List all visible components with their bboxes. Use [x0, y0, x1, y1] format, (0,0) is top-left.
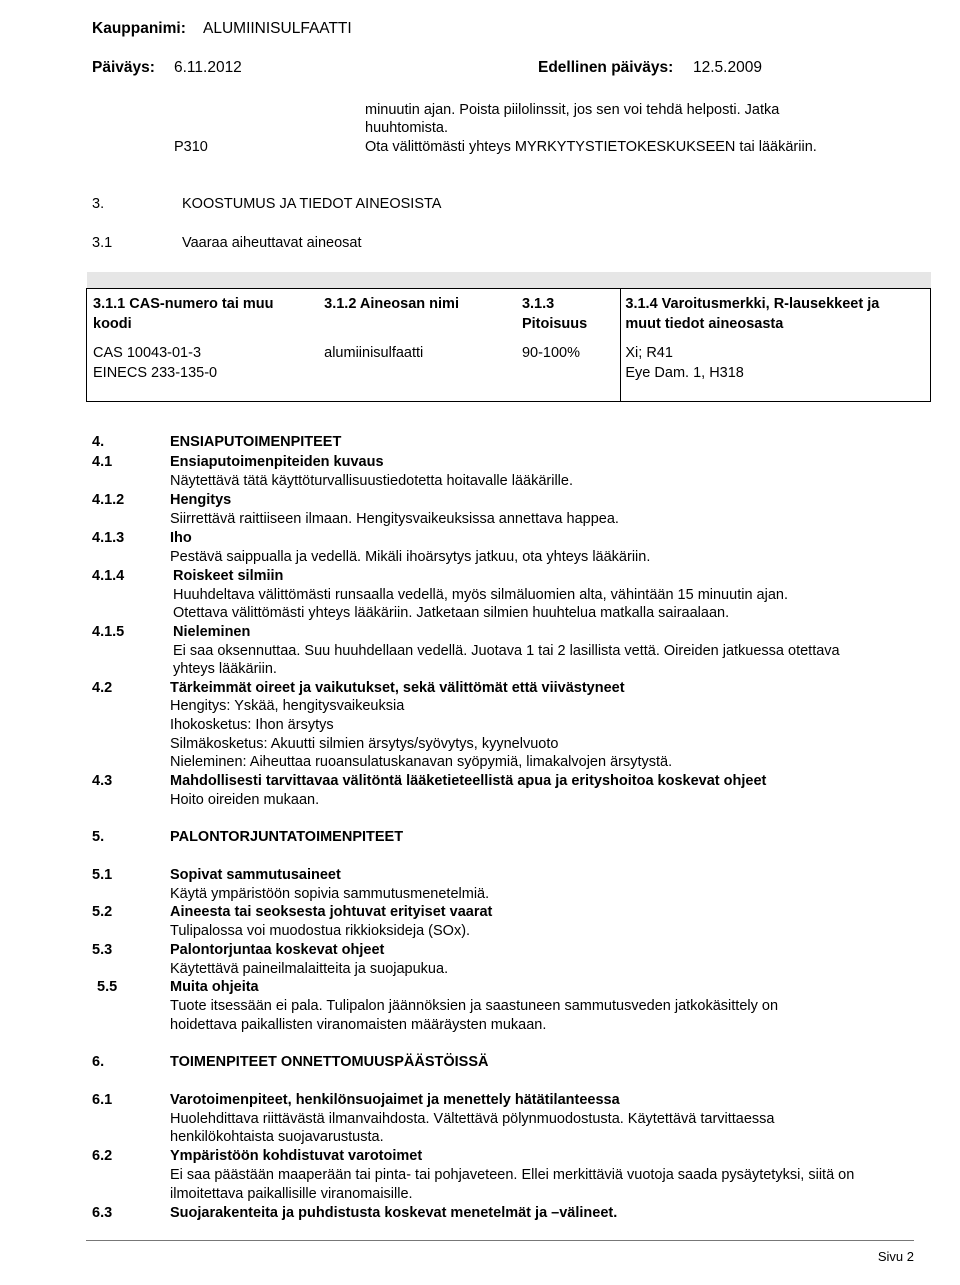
section-3-number: 3. — [92, 196, 105, 212]
cell-ingredient-name: alumiinisulfaatti — [324, 345, 424, 362]
section-5-2-title: Aineesta tai seoksesta johtuvat erityiset vaarat — [170, 904, 493, 920]
section-4-2-line-3: Silmäkosketus: Akuutti silmien ärsytys/syövytys, kyynelvuoto — [170, 736, 559, 752]
section-5-1-title: Sopivat sammutusaineet — [170, 867, 341, 883]
section-3-1-number: 3.1 — [92, 235, 113, 251]
section-5-5-number: 5.5 — [97, 979, 118, 995]
section-6-1-title: Varotoimenpiteet, henkilönsuojaimet ja menettely hätätilanteessa — [170, 1092, 620, 1108]
composition-table — [86, 272, 931, 402]
section-4-1-2-text: Siirrettävä raittiiseen ilmaan. Hengitysvaikeuksissa annettava happea. — [170, 511, 619, 527]
header-ingredient-name: 3.1.2 Aineosan nimi — [324, 296, 459, 312]
section-4-1-number: 4.1 — [92, 454, 113, 470]
section-5-5-title: Muita ohjeita — [170, 979, 259, 995]
cell-concentration: 90-100% — [521, 345, 580, 362]
page-number: Sivu 2 — [877, 1249, 914, 1264]
section-4-3-text: Hoito oireiden mukaan. — [170, 792, 320, 808]
section-4-1-3-title: Iho — [170, 530, 192, 546]
section-4-1-text: Näytettävä tätä käyttöturvallisuustiedotetta hoitavalle lääkärille. — [170, 473, 573, 489]
header-hazard-symbols: 3.1.4 Varoitusmerkki, R-lausekkeet ja muut tiedot aineosasta — [621, 289, 931, 343]
section-4-1-4-text-2: Otettava välittömästi yhteys lääkäriin. Jatketaan silmien huuhtelua matkalla sairaalaan. — [173, 605, 730, 621]
trade-name-value: ALUMIINISULFAATTI — [203, 20, 352, 37]
section-5-1-text: Käytä ympäristöön sopivia sammutusmenetelmiä. — [170, 886, 490, 902]
section-6-1-text-1: Huolehdittava riittävästä ilmanvaihdosta. Vältettävä pölynmuodostusta. Käytettävä tarvittaessa — [170, 1111, 775, 1127]
section-4-title: ENSIAPUTOIMENPITEET — [170, 434, 342, 450]
continued-text-line-2: huuhtomista. — [365, 120, 449, 136]
section-4-2-title: Tärkeimmät oireet ja vaikutukset, sekä välittömät että viivästyneet — [170, 680, 625, 696]
previous-date-value: 12.5.2009 — [693, 59, 762, 76]
date-value: 6.11.2012 — [174, 59, 242, 76]
section-4-1-3-number: 4.1.3 — [92, 530, 125, 546]
section-3-title: KOOSTUMUS JA TIEDOT AINEOSISTA — [182, 196, 442, 212]
section-4-1-5-text-1: Ei saa oksennuttaa. Suu huuhdellaan vedellä. Juotava 1 tai 2 lasillista vettä. Oireiden jatkuessa otettava — [173, 643, 840, 659]
section-5-3-text: Käytettävä paineilmalaitteita ja suojapukua. — [170, 961, 449, 977]
cell-cas-einecs: CAS 10043-01-3 EINECS 233-135-0 — [93, 345, 218, 381]
section-5-number: 5. — [92, 829, 105, 845]
section-4-3-number: 4.3 — [92, 773, 113, 789]
section-6-2-text-1: Ei saa päästään maaperään tai pinta- tai pohjaveteen. Ellei merkittäviä vuotoja saada pysäytetyksi, siitä on — [170, 1167, 855, 1183]
section-3-1-title: Vaaraa aiheuttavat aineosat — [182, 235, 362, 251]
section-5-2-number: 5.2 — [92, 904, 113, 920]
section-4-2-line-1: Hengitys: Yskää, hengitysvaikeuksia — [170, 698, 405, 714]
continued-text-line-1: minuutin ajan. Poista piilolinssit, jos sen voi tehdä helposti. Jatka — [365, 102, 780, 118]
section-6-2-text-2: ilmoitettava paikallisille viranomaisille. — [170, 1186, 413, 1202]
section-5-5-text-1: Tuote itsessään ei pala. Tulipalon jäännöksien ja saastuneen sammutusveden jatkokäsittely on — [170, 998, 779, 1014]
table-shaded-band — [87, 272, 931, 289]
section-5-3-number: 5.3 — [92, 942, 113, 958]
section-4-1-3-text: Pestävä saippualla ja vedellä. Mikäli ihoärsytys jatkuu, ota yhteys lääkäriin. — [170, 549, 651, 565]
section-4-1-5-text-2: yhteys lääkäriin. — [173, 661, 277, 677]
footer-divider — [86, 1240, 914, 1241]
section-4-1-title: Ensiaputoimenpiteiden kuvaus — [170, 454, 384, 470]
section-6-3-number: 6.3 — [92, 1205, 113, 1221]
section-4-1-4-title: Roiskeet silmiin — [173, 568, 284, 584]
section-6-1-number: 6.1 — [92, 1092, 113, 1108]
section-4-2-number: 4.2 — [92, 680, 113, 696]
section-4-1-5-number: 4.1.5 — [92, 624, 125, 640]
section-5-title: PALONTORJUNTATOIMENPITEET — [170, 829, 404, 845]
precaution-code-p310: P310 — [174, 139, 208, 155]
date-label: Päiväys: — [92, 59, 155, 76]
section-5-1-number: 5.1 — [92, 867, 113, 883]
cell-hazard-symbols: Xi; R41 Eye Dam. 1, H318 — [621, 342, 931, 402]
section-4-number: 4. — [92, 434, 105, 450]
section-4-2-line-4: Nieleminen: Aiheuttaa ruoansulatuskanavan syöpymiä, limakalvojen ärsytystä. — [170, 754, 673, 770]
section-4-1-4-number: 4.1.4 — [92, 568, 125, 584]
section-4-1-5-title: Nieleminen — [173, 624, 251, 640]
section-6-2-number: 6.2 — [92, 1148, 113, 1164]
precaution-text-p310: Ota välittömästi yhteys MYRKYTYSTIETOKESKUKSEEN tai lääkäriin. — [365, 139, 817, 155]
section-6-number: 6. — [92, 1054, 105, 1070]
header-cas-number: 3.1.1 CAS-numero tai muu koodi — [93, 296, 274, 332]
previous-date-label: Edellinen päiväys: — [538, 59, 674, 76]
header-concentration: 3.1.3 Pitoisuus — [521, 296, 588, 332]
section-5-2-text: Tulipalossa voi muodostua rikkioksideja (SOx). — [170, 923, 471, 939]
section-6-2-title: Ympäristöön kohdistuvat varotoimet — [170, 1148, 423, 1164]
section-6-1-text-2: henkilökohtaista suojavarustusta. — [170, 1129, 384, 1145]
section-6-3-title: Suojarakenteita ja puhdistusta koskevat menetelmät ja –välineet. — [170, 1205, 618, 1221]
section-6-title: TOIMENPITEET ONNETTOMUUSPÄÄSTÖISSÄ — [170, 1054, 489, 1070]
section-5-5-text-2: hoidettava paikallisten viranomaisten määräysten mukaan. — [170, 1017, 547, 1033]
section-4-1-2-title: Hengitys — [170, 492, 232, 508]
section-4-2-line-2: Ihokosketus: Ihon ärsytys — [170, 717, 334, 733]
section-4-1-4-text-1: Huuhdeltava välittömästi runsaalla vedellä, myös silmäluomien alta, vähintään 15 minuutin ajan. — [173, 587, 788, 603]
section-4-1-2-number: 4.1.2 — [92, 492, 125, 508]
trade-name-label: Kauppanimi: — [92, 20, 186, 37]
section-5-3-title: Palontorjuntaa koskevat ohjeet — [170, 942, 385, 958]
section-4-3-title: Mahdollisesti tarvittavaa välitöntä lääketieteellistä apua ja erityshoitoa koskevat ohjeet — [170, 773, 767, 789]
